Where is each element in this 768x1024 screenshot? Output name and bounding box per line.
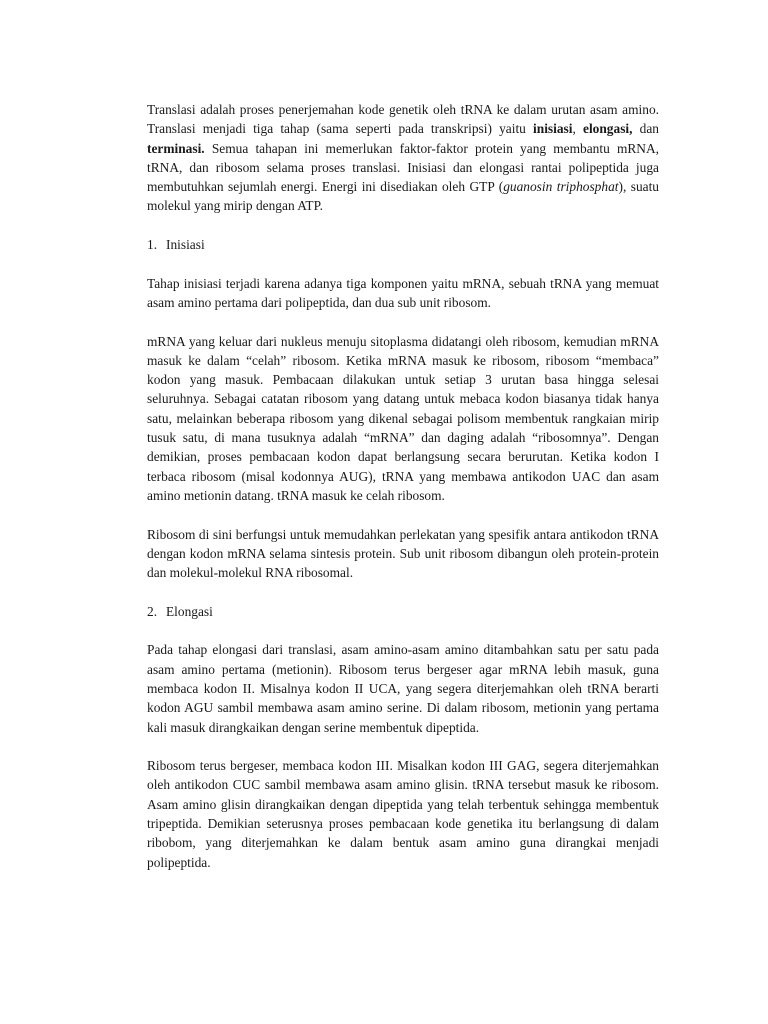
term-terminasi: terminasi. xyxy=(147,140,205,156)
term-elongasi: elongasi, xyxy=(583,121,633,137)
inisiasi-paragraph-1: Tahap inisiasi terjadi karena adanya tiga komponen yaitu mRNA, sebuah tRNA yang memuat asam amino pertama dari polipeptida, dan dua sub unit ribosom. xyxy=(147,275,659,310)
section-heading-elongasi xyxy=(147,602,659,621)
section-number: 2. xyxy=(147,603,158,619)
document-page xyxy=(147,100,659,891)
elongasi-paragraph-1: Pada tahap elongasi dari translasi, asam amino-asam amino ditambahkan satu per satu pada asam amino pertama (metionin). Ribosom terus bergeser agar mRNA lebih masuk, guna membaca kodon II. Misalnya kodon II UCA, yang segera diterjemahkan oleh tRNA berarti kodon AGU sambil membawa asam amino serine. Di dalam ribosom, metionin yang pertama kali masuk dirangkaikan dengan serine membentuk dipeptida. xyxy=(147,642,659,735)
inisiasi-paragraph-3: Ribosom di sini berfungsi untuk memudahkan perlekatan yang spesifik antara antikodon tRNA dengan kodon mRNA selama sintesis protein. Sub unit ribosom dibangun oleh protein-protein dan molekul-molekul RNA ribosomal. xyxy=(147,526,659,581)
section-title: Inisiasi xyxy=(166,237,205,253)
term-gtp-italic: guanosin triphosphat xyxy=(503,179,619,195)
inisiasi-paragraph-2: mRNA yang keluar dari nukleus menuju sitoplasma didatangi oleh ribosom, kemudian mRNA masuk ke dalam “celah” ribosom. Ketika mRNA masuk ke ribosom, ribosom “membaca” kodon yang masuk. Pembacaan dilakukan untuk setiap 3 urutan basa hingga selesai seluruhnya. Sebagai catatan ribosom yang datang untuk mebaca kodon biasanya tidak hanya satu, melainkan beberapa ribosom yang dikenal sebagai polisom membentuk rangkaian mirip tusuk satu, di mana tusuknya adalah “mRNA” dan daging adalah “ribosomnya”. Dengan demikian, proses pembacaan kodon dapat berlangsung secara berurutan. Ketika kodon I terbaca ribosom (misal kodonnya AUG), tRNA yang membawa antikodon UAC dan asam amino metionin datang. tRNA masuk ke celah ribosom. xyxy=(147,333,659,503)
elongasi-paragraph-2: Ribosom terus bergeser, membaca kodon III. Misalkan kodon III GAG, segera diterjemahkan oleh antikodon CUC sambil membawa asam amino glisin. tRNA tersebut masuk ke ribosom. Asam amino glisin dirangkaikan dengan dipeptida yang telah terbentuk sehingga membentuk tripeptida. Demikian seterusnya proses pembacaan kode genetika itu berlangsung di dalam ribobom, yang diterjemahkan ke dalam bentuk asam amino guna dirangkai menjadi polipeptida. xyxy=(147,758,659,870)
section-heading-inisiasi xyxy=(147,235,659,254)
section-number: 1. xyxy=(147,237,158,253)
term-inisiasi: inisiasi xyxy=(533,121,573,137)
intro-paragraph: Translasi adalah proses penerjemahan kode genetik oleh tRNA ke dalam urutan asam amino. Translasi menjadi tiga tahap (sama seperti pada transkripsi) yaitu inisiasi, elongasi, dan terminasi. Semua tahapan ini memerlukan faktor-faktor protein yang membantu mRNA, tRNA, dan ribosom selama proses translasi. Inisiasi dan elongasi rantai polipeptida juga membutuhkan sejumlah energi. Energi ini disediakan oleh GTP (guanosin triphosphat), suatu molekul yang mirip dengan ATP. xyxy=(147,102,659,214)
section-title: Elongasi xyxy=(166,603,213,619)
